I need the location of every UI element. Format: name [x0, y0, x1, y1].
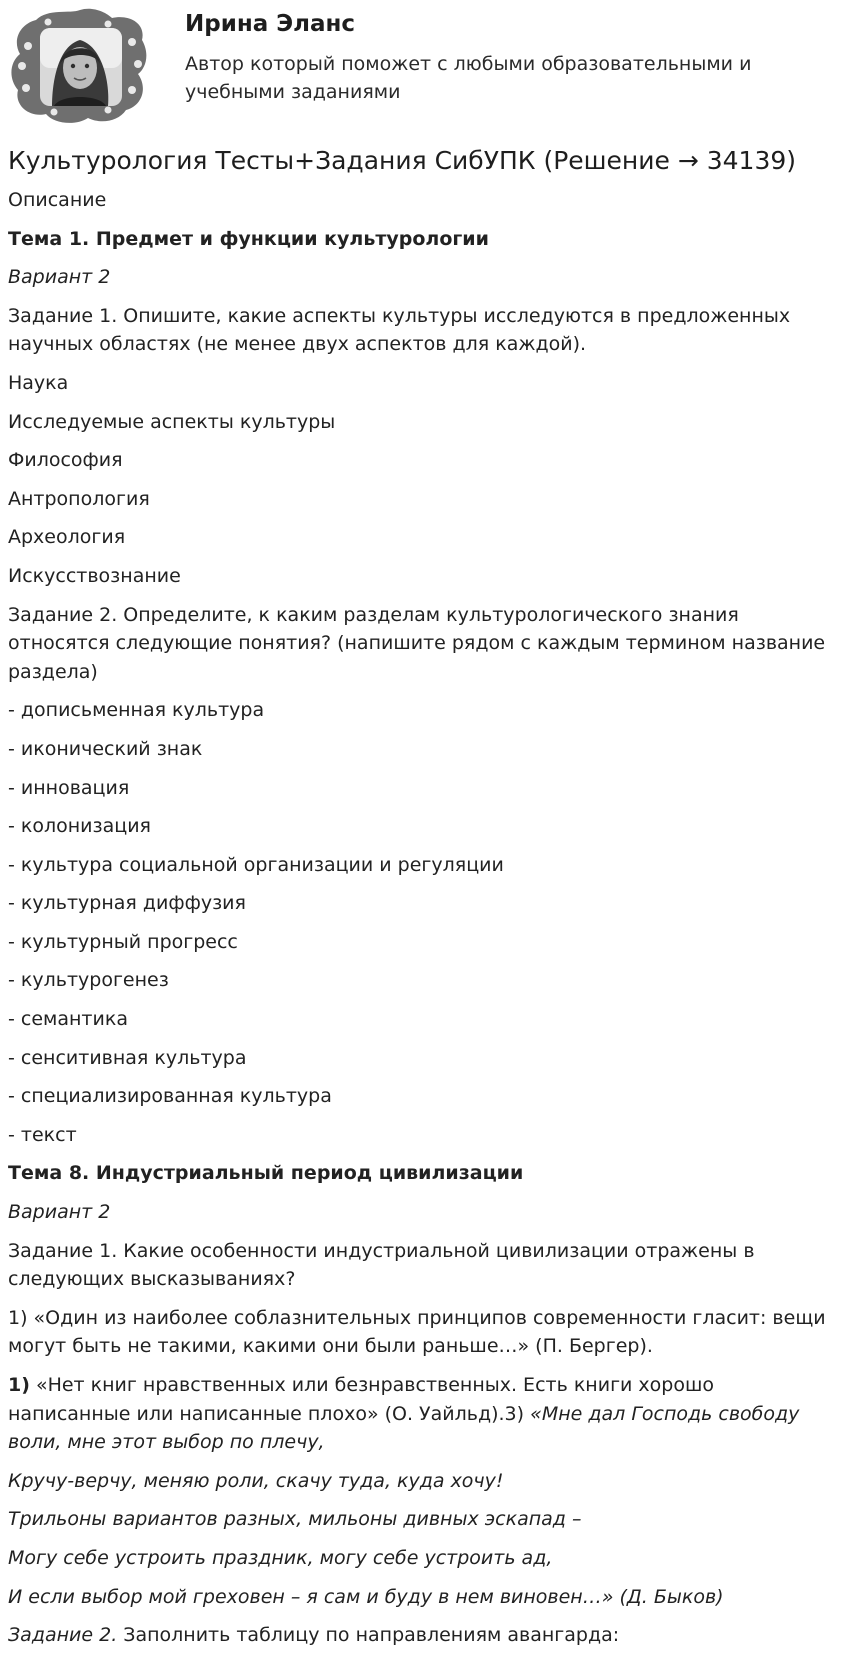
page-title: Культурология Тесты+Задания СибУПК (Решение → 34139): [8, 146, 797, 175]
term-item: - культурный прогресс: [8, 930, 238, 953]
term-item: - культура социальной организации и регуляции: [8, 853, 504, 876]
task-label: Задание 2.: [8, 1624, 118, 1647]
description-label: Описание: [8, 189, 107, 211]
author-header: [0, 0, 847, 130]
quote-text: «Мне дал Господь свободу воли, мне этот выбор по плечу,: [8, 1402, 800, 1454]
description-section: [8, 186, 838, 1660]
quote-item: [8, 1371, 838, 1457]
term-item: - инновация: [8, 776, 130, 799]
topic-heading: Тема 1. Предмет и функции культурологии: [8, 227, 489, 250]
task-text: Задание 1. Какие особенности индустриальной цивилизации отражены в следующих высказываниях?: [8, 1239, 755, 1291]
poem-line: Кручу-верчу, меняю роли, скачу туда, куда хочу!: [8, 1469, 504, 1492]
term-item: - дописьменная культура: [8, 699, 265, 722]
poem-line: Могу себе устроить праздник, могу себе устроить ад,: [8, 1546, 553, 1569]
term-item: - текст: [8, 1123, 77, 1146]
term-item: - культурная диффузия: [8, 892, 246, 915]
task-text: [8, 1621, 838, 1650]
table-cell-field: Философия: [8, 449, 123, 472]
poem-line: И если выбор мой греховен – я сам и буду в нем виновен…» (Д. Быков): [8, 1585, 724, 1608]
table-cell-science: Наука: [8, 371, 69, 394]
author-description: Автор который поможет с любыми образовательными и учебными заданиями: [185, 53, 752, 103]
term-item: - колонизация: [8, 815, 151, 838]
table-cell-field: Искусствознание: [8, 564, 181, 587]
task-body: Заполнить таблицу по направлениям авангарда:: [117, 1624, 620, 1647]
term-item: - культурогенез: [8, 969, 169, 992]
topic-heading: Тема 8. Индустриальный период цивилизации: [8, 1162, 524, 1185]
author-name[interactable]: Ирина Эланс: [185, 11, 356, 37]
table-cell-field: Антропология: [8, 487, 150, 510]
term-item: - семантика: [8, 1008, 128, 1031]
quote-number: 1): [8, 1374, 30, 1396]
table-cell-field: Археология: [8, 526, 126, 549]
quote-text: «Нет книг нравственных или безнравственных. Есть книги хорошо написанные или написанные плохо» (О. Уайльд).3): [8, 1374, 714, 1425]
author-avatar[interactable]: [8, 6, 150, 126]
variant-label: Вариант 2: [8, 266, 111, 289]
term-item: - иконический знак: [8, 737, 203, 760]
task-text: Задание 1. Опишите, какие аспекты культуры исследуются в предложенных научных областях (не менее двух аспектов для каждой).: [8, 304, 791, 356]
poem-line: Трильоны вариантов разных, мильоны дивных эскапад –: [8, 1508, 582, 1531]
table-cell-aspects: Исследуемые аспекты культуры: [8, 410, 336, 433]
term-item: - специализированная культура: [8, 1085, 332, 1108]
variant-label: Вариант 2: [8, 1201, 111, 1224]
quote-item: 1) «Один из наиболее соблазнительных принципов современности гласит: вещи могут быть не такими, какими они были раньше…» (П. Бергер).: [8, 1306, 826, 1358]
task-text: Задание 2. Определите, к каким разделам культурологического знания относятся следующие понятия? (напишите рядом с каждым термином название раздела): [8, 603, 826, 683]
term-item: - сенситивная культура: [8, 1046, 247, 1069]
